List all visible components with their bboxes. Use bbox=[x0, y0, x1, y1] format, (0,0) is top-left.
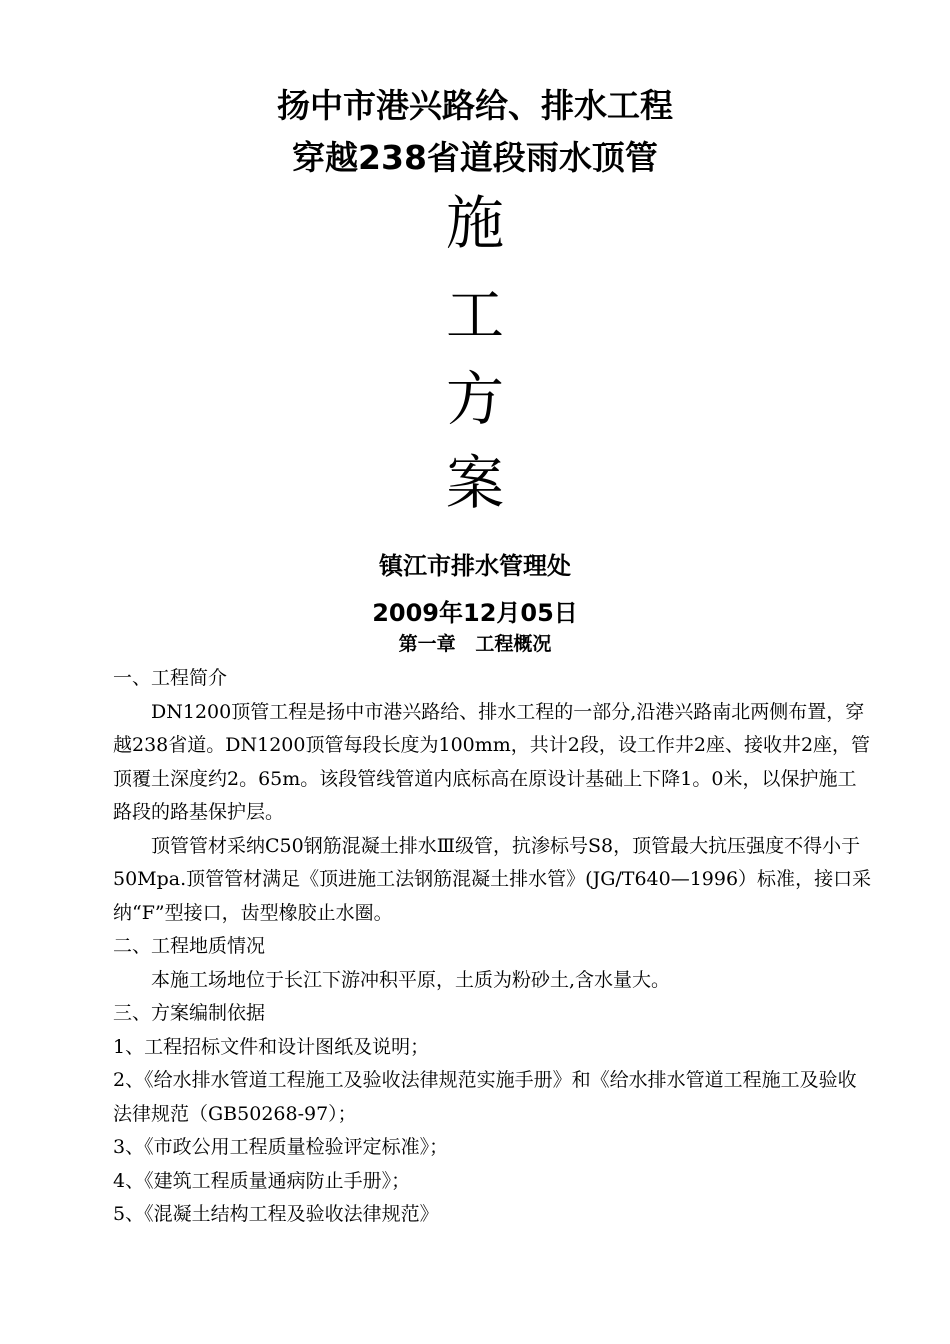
document-date: 2009年12月05日 bbox=[372, 599, 578, 627]
basis-item-4: 4、《建筑工程质量通病防止手册》； bbox=[113, 1169, 411, 1192]
basis-item-2: 2、《给水排水管道工程施工及验收法律规范实施手册》和《给水排水管道工程施工及验收法律规范（GB50268-97）； bbox=[113, 1069, 857, 1125]
basis-item-3: 3、《市政公用工程质量检验评定标准》； bbox=[113, 1136, 449, 1158]
big-title-char-1: 施 bbox=[445, 189, 504, 257]
section-1-paragraph-2: 顶管管材采纳C50钢筋混凝土排水Ⅲ级管，抗渗标号S8，顶管最大抗压强度不得小于50Mpa.顶管管材满足《顶进施工法钢筋混凝土排水管》(JG/T640—1996）标准，接口采纳“F”型接口，齿型橡胶止水圈。 bbox=[113, 834, 872, 924]
basis-item-5: 5、《混凝土结构工程及验收法律规范》 bbox=[113, 1203, 439, 1225]
big-title-char-2: 工 bbox=[445, 281, 504, 349]
organization-name: 镇江市排水管理处 bbox=[379, 552, 571, 580]
section-2-paragraph-1: 本施工场地位于长江下游冲积平原，土质为粉砂土,含水量大。 bbox=[151, 968, 671, 991]
section-3-heading: 三、方案编制依据 bbox=[113, 1002, 266, 1024]
document-title-line-2: 穿越238省道段雨水顶管 bbox=[292, 138, 658, 177]
big-title-char-3: 方 bbox=[445, 365, 504, 433]
big-title-char-4: 案 bbox=[445, 449, 504, 517]
section-1-paragraph-1: DN1200顶管工程是扬中市港兴路给、排水工程的一部分,沿港兴路南北两侧布置，穿越238省道。DN1200顶管每段长度为100mm，共计2段，设工作井2座、接收井2座，管顶覆土深度约2。65m。该段管线管道内底标高在原设计基础上下降1。0米，以保护施工路段的路基保护层。 bbox=[113, 700, 871, 823]
basis-item-1: 1、工程招标文件和设计图纸及说明； bbox=[113, 1035, 430, 1058]
document-body bbox=[113, 662, 873, 1232]
chapter-heading: 第一章 工程概况 bbox=[398, 633, 552, 655]
document-title-line-1: 扬中市港兴路给、排水工程 bbox=[277, 86, 673, 125]
section-1-heading: 一、工程简介 bbox=[113, 667, 228, 689]
section-2-heading: 二、工程地质情况 bbox=[113, 935, 266, 957]
